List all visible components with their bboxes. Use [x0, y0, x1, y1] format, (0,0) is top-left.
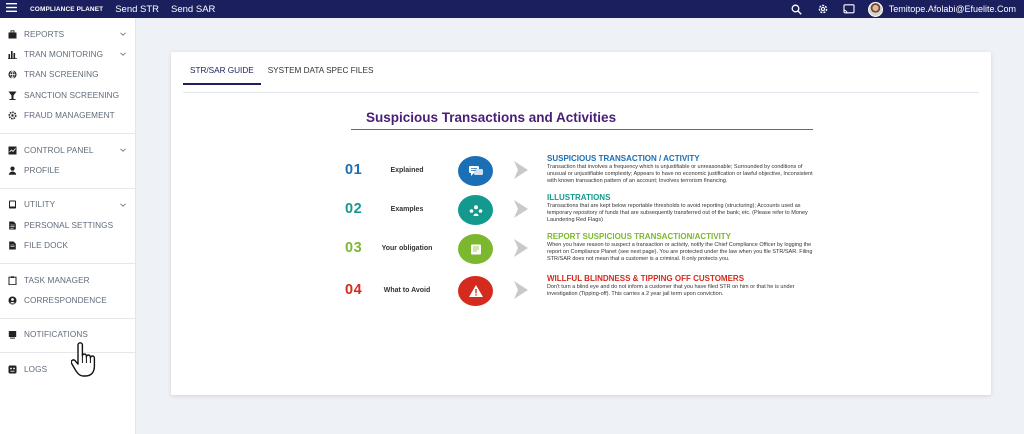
row-number: 03 — [345, 240, 363, 256]
sidebar-item-personal-settings[interactable] — [0, 215, 135, 235]
row-heading: REPORT SUSPICIOUS TRANSACTION/ACTIVITY — [547, 232, 732, 241]
avatar[interactable] — [868, 2, 883, 17]
document-icon — [458, 234, 493, 264]
row-heading: WILLFUL BLINDNESS & TIPPING OFF CUSTOMERS — [547, 274, 745, 283]
sidebar-item-label: REPORTS — [24, 29, 65, 39]
sidebar-item-reports[interactable] — [0, 24, 135, 44]
guide-row — [345, 193, 815, 229]
sidebar-group-logs — [0, 353, 135, 386]
chevron-down-icon — [119, 201, 127, 209]
sidebar-item-sanction-screening[interactable] — [0, 85, 135, 105]
brand-logo[interactable]: COMPLIANCE PLANET — [30, 5, 104, 13]
sidebar-group-utility — [0, 189, 135, 264]
logs-icon — [8, 365, 17, 374]
nav-send-sar[interactable]: Send SAR — [171, 3, 216, 15]
notifications-icon — [8, 330, 17, 339]
guide-row — [345, 154, 815, 190]
sidebar-item-label: FILE DOCK — [24, 241, 69, 251]
search-icon[interactable] — [790, 2, 804, 16]
sidebar-item-label: CORRESPONDENCE — [24, 295, 107, 305]
sidebar-item-label: NOTIFICATIONS — [24, 330, 88, 340]
document-icon — [8, 221, 17, 230]
chevron-right-icon — [512, 280, 530, 300]
sidebar-item-tran-screening[interactable] — [0, 65, 135, 85]
briefcase-icon — [8, 30, 17, 39]
sidebar-item-fraud-management[interactable] — [0, 106, 135, 126]
chevron-right-icon — [512, 199, 530, 219]
tablet-icon — [8, 200, 17, 209]
row-heading: SUSPICIOUS TRANSACTION / ACTIVITY — [547, 154, 700, 163]
chevron-down-icon — [119, 30, 127, 38]
tab-str-sar-guide[interactable]: STR/SAR GUIDE — [183, 66, 261, 85]
sidebar — [0, 18, 136, 434]
row-number: 04 — [345, 282, 363, 298]
row-label: Explained — [390, 167, 424, 174]
sidebar-item-label: CONTROL PANEL — [24, 145, 94, 155]
chevron-down-icon — [119, 146, 127, 154]
sidebar-item-utility[interactable] — [0, 195, 135, 215]
warning-icon — [458, 276, 493, 306]
top-right-tools — [778, 0, 1016, 18]
guide-card — [171, 52, 991, 395]
sidebar-item-correspondence[interactable] — [0, 290, 135, 310]
row-body: Don't turn a blind eye and do not inform a customer that you have filed STR on him or that he is under investigation (Tipping-off). This carries a 2 year jail term upon conviction. — [547, 284, 795, 298]
gear-icon — [8, 111, 17, 120]
row-body: When you have reason to suspect a transaction or activity, notify the Chief Compliance Officer by logging the report on Compliance Planet (see next page). You are protected under the law when you file STR/SAR. Filing STR/SAR does not mean that a customer is a criminal. It only protects you. — [547, 242, 813, 263]
chevron-down-icon — [119, 50, 127, 58]
clipboard-icon — [8, 276, 17, 285]
row-number: 02 — [345, 201, 363, 217]
gavel-icon — [8, 91, 17, 100]
sidebar-group-tasks — [0, 264, 135, 319]
cast-icon[interactable] — [842, 2, 856, 16]
sidebar-item-label: TASK MANAGER — [24, 275, 90, 285]
sidebar-item-label: TRAN MONITORING — [24, 50, 104, 60]
row-label: What to Avoid — [383, 287, 431, 294]
tab-system-data-spec-files[interactable]: SYSTEM DATA SPEC FILES — [267, 66, 374, 75]
sidebar-group-control — [0, 134, 135, 189]
user-icon — [8, 166, 17, 175]
gear-icon[interactable] — [816, 2, 830, 16]
row-number: 01 — [345, 162, 363, 178]
globe-icon — [8, 70, 17, 79]
row-body: Transaction that involves a frequency which is unjustifiable or unreasonable; Surrounded by conditions of unusual or unjustifiable complexity; Appears to have no economic justification or lawful objective, Inconsistent with known transaction pattern of an account; Involves terrorism financing. — [547, 164, 813, 185]
row-label: Examples — [390, 206, 424, 213]
sidebar-group-reports — [0, 18, 135, 134]
row-body: Transactions that are kept below reportable thresholds to avoid reporting (structuring); Accounts used as temporary repository of funds that are subsequently transferred out of the bank; etc. (Please refer to Money Laundering Red Flags) — [547, 203, 808, 224]
sidebar-item-label: LOGS — [24, 364, 48, 374]
tab-divider — [183, 92, 979, 93]
menu-icon[interactable] — [6, 0, 24, 18]
row-heading: ILLUSTRATIONS — [547, 193, 611, 202]
sidebar-group-notifications — [0, 319, 135, 353]
sidebar-item-label: TRAN SCREENING — [24, 70, 99, 80]
sidebar-item-label: SANCTION SCREENING — [24, 90, 120, 100]
guide-title: Suspicious Transactions and Activities — [366, 110, 617, 125]
nav-send-str[interactable]: Send STR — [115, 3, 160, 15]
file-icon — [8, 241, 17, 250]
user-circle-icon — [8, 296, 17, 305]
sidebar-item-label: PERSONAL SETTINGS — [24, 220, 114, 230]
sidebar-item-label: FRAUD MANAGEMENT — [24, 111, 115, 121]
guide-title-underline — [351, 129, 813, 130]
sidebar-item-tran-monitoring[interactable] — [0, 44, 135, 64]
guide-row — [345, 232, 815, 268]
dashboard-icon — [8, 146, 17, 155]
hand-cursor-icon — [71, 342, 99, 378]
sidebar-item-control-panel[interactable] — [0, 140, 135, 160]
chevron-right-icon — [512, 238, 530, 258]
chevron-right-icon — [512, 160, 530, 180]
top-bar — [0, 0, 1024, 18]
sidebar-item-logs[interactable] — [0, 359, 135, 379]
group-icon — [458, 195, 493, 225]
user-name[interactable]: Temitope.Afolabi@Efuelite.Com — [888, 4, 1016, 14]
sidebar-item-label: PROFILE — [24, 166, 60, 176]
sidebar-item-notifications[interactable] — [0, 325, 135, 345]
bar-chart-icon — [8, 50, 17, 59]
sidebar-item-label: UTILITY — [24, 200, 56, 210]
chat-icon — [458, 156, 493, 186]
tab-bar — [183, 66, 380, 85]
sidebar-item-task-manager[interactable] — [0, 270, 135, 290]
sidebar-item-file-dock[interactable] — [0, 236, 135, 256]
row-label: Your obligation — [381, 245, 433, 252]
guide-row — [345, 274, 815, 310]
sidebar-item-profile[interactable] — [0, 160, 135, 180]
